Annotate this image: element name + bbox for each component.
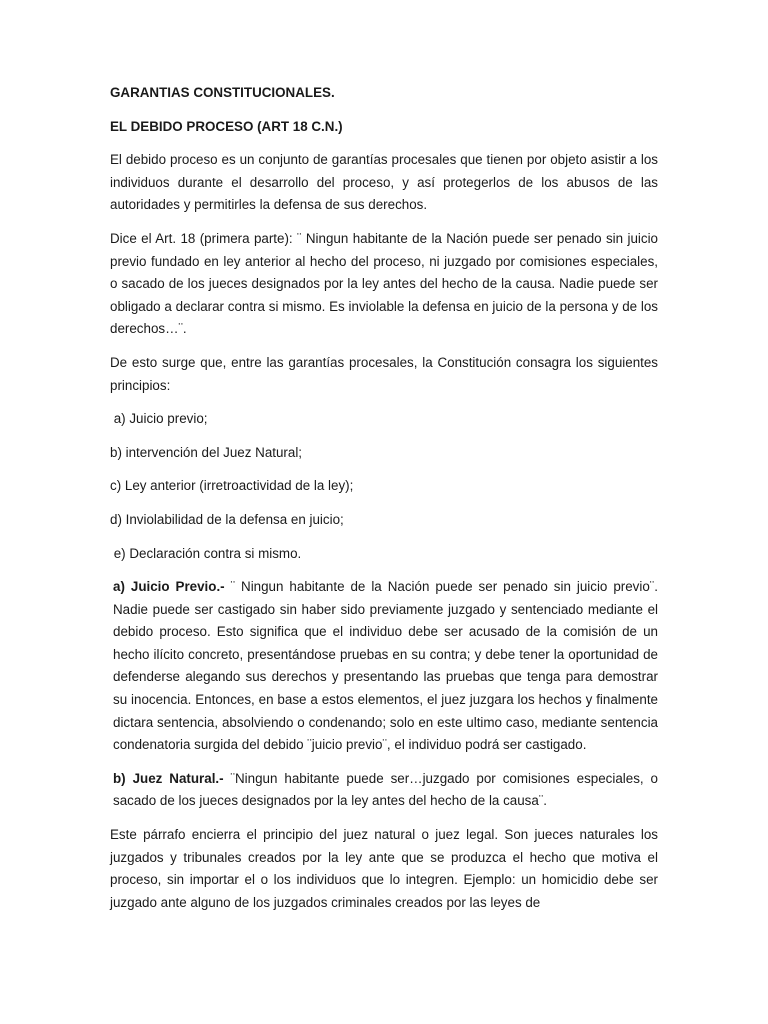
intro-paragraph: El debido proceso es un conjunto de garantías procesales que tienen por objeto asistir a los individuos durante el desarrollo del proceso, y así protegerlos de los abusos de las autoridades y permitirles la defensa de sus derechos. — [110, 152, 658, 213]
principle-item-a: a) Juicio previo; — [110, 411, 208, 427]
document-title: GARANTIAS CONSTITUCIONALES. — [110, 85, 335, 100]
principles-intro-paragraph: De esto surge que, entre las garantías procesales, la Constitución consagra los siguientes principios: — [110, 354, 658, 393]
article-quote-paragraph: Dice el Art. 18 (primera parte): ¨ Ningun habitante de la Nación puede ser penado sin juicio previo fundado en ley anterior al hecho del proceso, ni juzgado por comisiones especiales, o sacado de los jueces designados por la ley antes del hecho de la causa. Nadie puede ser obligado a declarar contra si mismo. Es inviolable la defensa en juicio de la persona y de los derechos…¨. — [110, 230, 658, 337]
section-a-lead: a) Juicio Previo.- — [113, 579, 225, 595]
document-subtitle: EL DEBIDO PROCESO (ART 18 C.N.) — [110, 118, 343, 134]
principle-item-e: e) Declaración contra si mismo. — [110, 545, 302, 561]
section-a-paragraph — [110, 576, 658, 757]
section-a-text: ¨ Ningun habitante de la Nación puede ser penado sin juicio previo¨. Nadie puede ser castigado sin haber sido previamente juzgado y sentenciado mediante el debido proceso. Esto significa que el individuo debe ser acusado de la comisión de un hecho ilícito concreto, presentándose pruebas en su contra; y debe tener la oportunidad de defenderse alegando sus derechos y presentando las pruebas que tenga para demostrar su inocencia. Entonces, en base a estos elementos, el juez juzgara los hechos y finalmente dictara sentencia, absolviendo o condenando; solo en este ultimo caso, mediante sentencia condenatoria surgida del debido ¨juicio previo¨, el individuo podrá ser castigado. — [113, 579, 658, 753]
principle-item-c: c) Ley anterior (irretroactividad de la ley); — [110, 478, 354, 494]
principle-item-d: d) Inviolabilidad de la defensa en juicio; — [110, 511, 344, 527]
document-page — [110, 82, 658, 925]
principle-item-b: b) intervención del Juez Natural; — [110, 444, 303, 460]
section-b-paragraph — [110, 768, 658, 813]
closing-paragraph: Este párrafo encierra el principio del juez natural o juez legal. Son jueces naturales los juzgados y tribunales creados por la ley ante que se produzca el hecho que motiva el proceso, sin importar el o los individuos que lo integren. Ejemplo: un homicidio debe ser juzgado ante alguno de los juzgados criminales creados por las leyes de — [110, 827, 658, 910]
section-b-text: ¨Ningun habitante puede ser…juzgado por comisiones especiales, o sacado de los jueces designados por la ley antes del hecho de la causa¨. — [113, 770, 658, 809]
section-b-lead: b) Juez Natural.- — [113, 770, 224, 786]
